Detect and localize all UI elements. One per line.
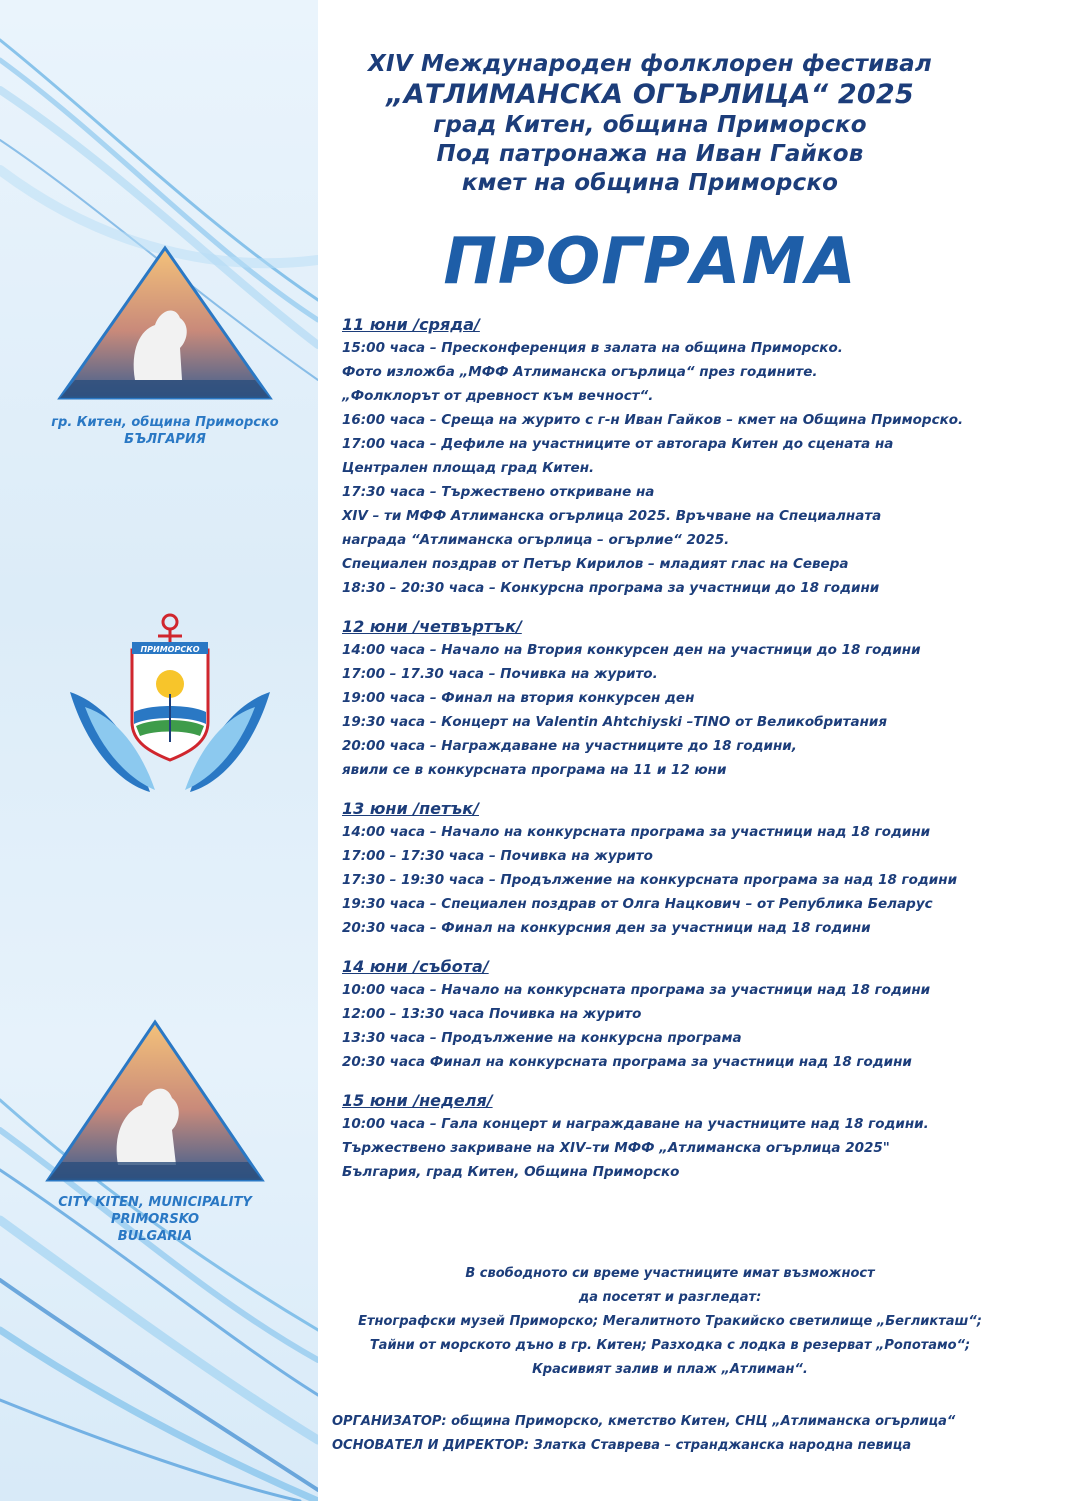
schedule-line: 17:30 – 19:30 часа – Продължение на конкурсната програма за над 18 години [342,872,958,888]
festival-header [330,50,970,198]
schedule-line: Специален поздрав от Петър Кирилов – младият глас на Севера [342,556,849,572]
festival-logo-triangle [40,230,290,410]
header-patronage: Под патронажа на Иван Гайков [436,141,864,167]
schedule-line: награда “Атлиманска огърлица – огърлие“ 2025. [342,532,730,548]
schedule-line: 12:00 – 13:30 часа Почивка на журито [342,1006,642,1022]
organizer-line: ОРГАНИЗАТОР: община Приморско, кметство Китен, СНЦ „Атлиманска огърлица“ [332,1414,956,1429]
decorative-sidebar [0,0,318,1501]
schedule-line: България, град Китен, Община Приморско [342,1164,680,1180]
schedule-line: „Фолклорът от древност към вечност“. [342,388,654,404]
program-schedule [342,314,1057,1200]
schedule-line: XIV – ти МФФ Атлиманска огърлица 2025. Връчване на Специалната [342,508,882,524]
schedule-line: 20:00 часа – Награждаване на участниците до 18 години, [342,738,797,754]
crest-icon [70,612,270,797]
leisure-line: Тайни от морското дъно в гр. Китен; Разходка с лодка в резерват „Ропотамо“; [369,1338,971,1353]
schedule-line: 18:30 – 20:30 часа – Конкурсна програма за участници до 18 години [342,580,880,596]
header-mayor: кмет на община Приморско [461,170,839,196]
schedule-line: явили се в конкурсната програма на 11 и 12 юни [342,762,727,778]
schedule-line: 16:00 часа – Среща на журито с г-н Иван Гайков – кмет на Община Приморско. [342,412,964,428]
leisure-line: В свободното си време участниците имат възможност [465,1266,875,1281]
schedule-line: Централен площад град Китен. [342,460,595,476]
schedule-line: 20:30 часа – Финал на конкурсния ден за участници над 18 години [342,920,871,936]
footer [332,1410,1032,1458]
schedule-line: 15:00 часа – Пресконференция в залата на община Приморско. [342,340,843,356]
schedule-line: 19:30 часа – Специален поздрав от Олга Нацкович – от Република Беларус [342,896,933,912]
day-title: 15 юни /неделя/ [342,1091,493,1110]
day-block [342,798,1057,940]
schedule-line: 17:30 часа – Тържествено откриване на [342,484,655,500]
logo-caption-country-en: BULGARIA [117,1229,193,1244]
day-block [342,314,1057,600]
day-block [342,1090,1057,1184]
schedule-line: 17:00 – 17.30 часа – Почивка на журито. [342,666,658,682]
schedule-line: 14:00 часа – Начало на Втория конкурсен ден на участници до 18 години [342,642,921,658]
logo-caption-city-en: CITY KITEN, MUNICIPALITY PRIMORSKO [58,1195,252,1227]
logo-caption-city: гр. Китен, община Приморско [51,415,279,430]
crest-banner: ПРИМОРСКО [140,645,200,654]
header-location: град Китен, община Приморско [433,112,867,138]
schedule-line: 10:00 часа – Гала концерт и награждаване на участниците над 18 години. [342,1116,929,1132]
day-block [342,956,1057,1074]
schedule-line: 13:30 часа – Продължение на конкурсна програма [342,1030,742,1046]
schedule-line: Тържествено закриване на XIV–ти МФФ „Атлиманска огърлица 2025" [342,1140,890,1156]
festival-logo-en [30,1010,280,1245]
schedule-line: Фото изложба „МФФ Атлиманска огърлица“ през годините. [342,364,818,380]
day-block [342,616,1057,782]
page-title: ПРОГРАМА [443,225,857,299]
schedule-line: 17:00 – 17:30 часа – Почивка на журито [342,848,653,864]
schedule-line: 14:00 часа – Начало на конкурсната програма за участници над 18 години [342,824,931,840]
municipality-crest [70,612,270,801]
founder-line: ОСНОВАТЕЛ И ДИРЕКТОР: Златка Ставрева – странджанска народна певица [332,1438,912,1453]
schedule-line: 20:30 часа Финал на конкурсната програма за участници над 18 години [342,1054,912,1070]
leisure-line: Красивият залив и плаж „Атлиман“. [532,1362,808,1377]
day-title: 11 юни /сряда/ [342,315,480,334]
festival-logo-bg [40,230,290,448]
leisure-line: да посетят и разгледат: [578,1290,762,1305]
leisure-section [330,1262,1010,1382]
header-festival-name: „АТЛИМАНСКА ОГЪРЛИЦА“ 2025 [386,79,914,110]
leisure-line: Етнографски музей Приморско; Мегалитното Тракийско светилище „Бегликташ“; [358,1314,982,1329]
festival-logo-triangle-en [30,1010,280,1190]
schedule-line: 17:00 часа – Дефиле на участниците от автогара Китен до сцената на [342,436,894,452]
day-title: 13 юни /петък/ [342,799,479,818]
schedule-line: 19:30 часа – Концерт на Valentin Ahtchiyski –TINO от Великобритания [342,714,888,730]
schedule-line: 19:00 часа – Финал на втория конкурсен ден [342,690,695,706]
schedule-line: 10:00 часа – Начало на конкурсната програма за участници над 18 години [342,982,931,998]
day-title: 14 юни /събота/ [342,957,489,976]
header-festival-edition: XIV Международен фолклорен фестивал [368,51,932,77]
day-title: 12 юни /четвъртък/ [342,617,522,636]
logo-caption-country: БЪЛГАРИЯ [124,432,206,447]
